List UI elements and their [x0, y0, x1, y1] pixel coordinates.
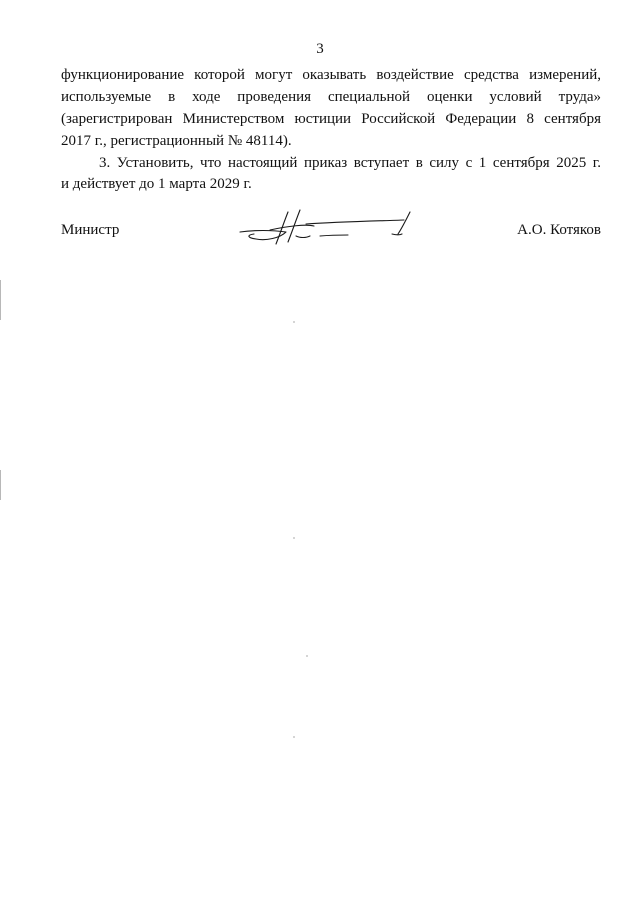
- scan-edge-mark: [0, 470, 1, 500]
- scan-dot: [306, 655, 308, 657]
- text-line: 2017 г., регистрационный № 48114).: [61, 133, 292, 149]
- text-line: используемые в ходе проведения специальной оценки условий труда»: [61, 89, 601, 105]
- text-line: и действует до 1 марта 2029 г.: [61, 176, 252, 192]
- scan-edge-mark: [0, 280, 1, 320]
- page-number: 3: [316, 41, 324, 57]
- handwritten-signature: [236, 208, 416, 250]
- scan-dot: [293, 736, 295, 738]
- scan-dot: [293, 537, 295, 539]
- signatory-name: А.О. Котяков: [517, 222, 601, 238]
- text-line: функционирование которой могут оказывать воздействие средства измерений,: [61, 67, 601, 83]
- signatory-role: Министр: [61, 222, 120, 238]
- scan-dot: [293, 321, 295, 323]
- text-line: (зарегистрирован Министерством юстиции Российской Федерации 8 сентября: [61, 111, 601, 127]
- text-line: 3. Установить, что настоящий приказ вступает в силу с 1 сентября 2025 г.: [99, 155, 601, 171]
